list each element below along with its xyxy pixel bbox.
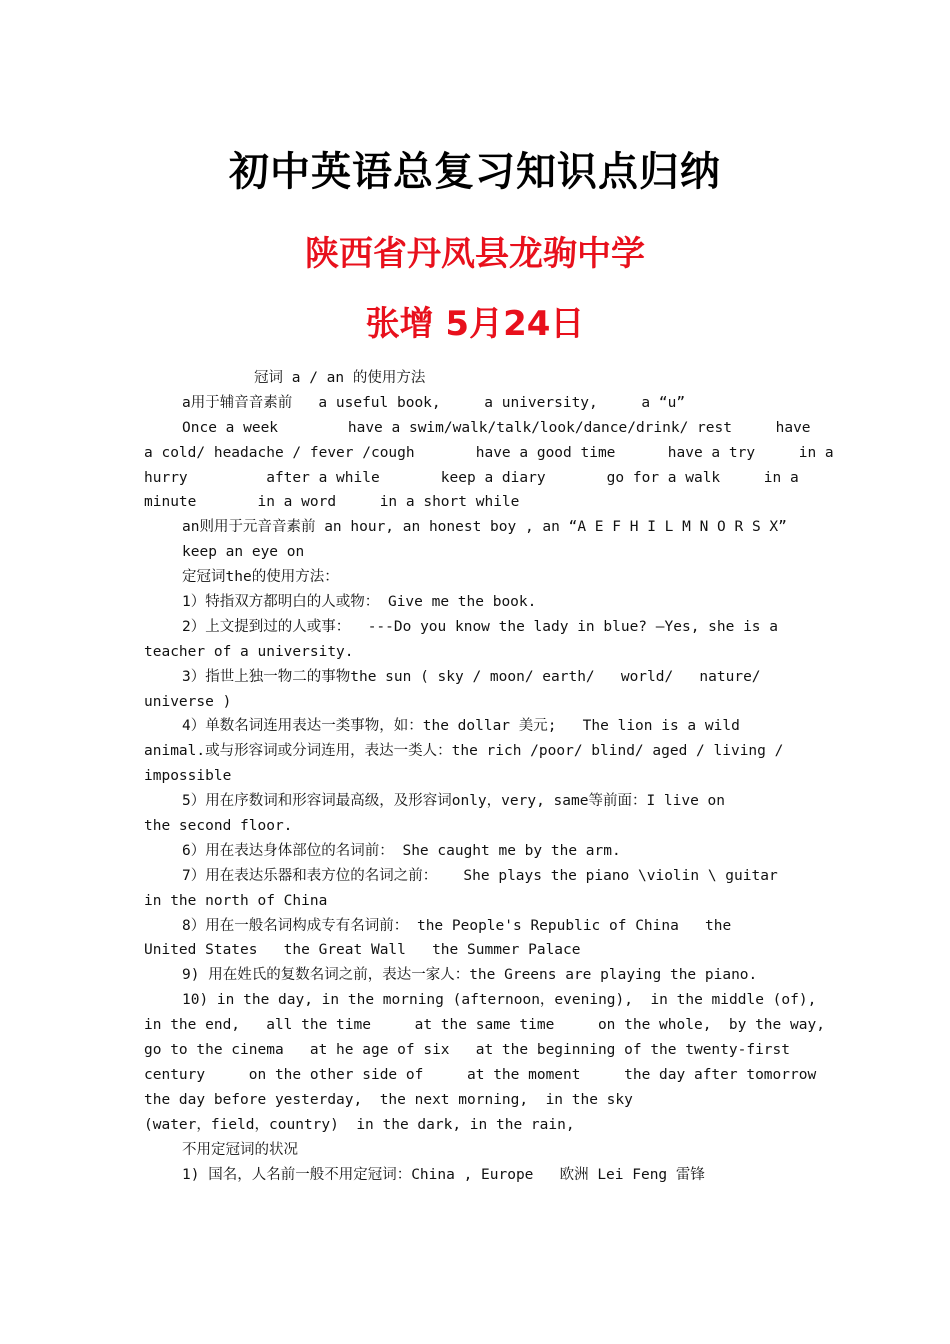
text-line: 8）用在一般名词构成专有名词前： the People's Republic of China the xyxy=(182,917,732,934)
text-line: in the north of China xyxy=(144,892,328,909)
text-line: (water，field，country) in the dark, in the rain, xyxy=(144,1116,575,1133)
text-line: 9) 用在姓氏的复数名词之前，表达一家人：the Greens are playing the piano. xyxy=(182,967,758,984)
school-name: 陕西省丹凤县龙驹中学 xyxy=(305,234,645,274)
text-line: 5）用在序数词和形容词最高级，及形容词only，very, same等前面：I live on xyxy=(182,793,726,810)
text-line: universe ) xyxy=(144,693,232,710)
text-line: Once a week have a swim/walk/talk/look/dance/drink/ rest have xyxy=(182,419,811,436)
section-heading: 不用定冠词的状况 xyxy=(182,1141,298,1158)
text-line: go to the cinema at he age of six at the beginning of the twenty-first xyxy=(144,1042,791,1059)
text-line: impossible xyxy=(144,768,232,785)
text-line: in the end, all the time at the same time on the whole, by the way, xyxy=(144,1017,825,1034)
text-line: teacher of a university. xyxy=(144,643,354,660)
text-line: United States the Great Wall the Summer Palace xyxy=(144,942,581,959)
text-line: the second floor. xyxy=(144,818,293,835)
text-line: an则用于元音音素前 an hour, an honest boy , an “A E F H I L M N O R S X” xyxy=(182,519,787,536)
section-heading: 冠词 a / an 的使用方法 xyxy=(254,370,426,386)
section-heading: 定冠词the的使用方法： xyxy=(182,569,339,586)
author-date: 张增 5月24日 xyxy=(365,304,585,344)
text-line: 10) in the day, in the morning (afternoon，evening), in the middle (of), xyxy=(182,992,817,1009)
text-line: 6）用在表达身体部位的名词前： She caught me by the arm. xyxy=(182,842,621,859)
text-line: hurry after a while keep a diary go for a walk in a xyxy=(144,469,799,486)
document-body xyxy=(144,366,834,1187)
text-line: minute in a word in a short while xyxy=(144,494,520,511)
text-line: 1) 国名，人名前一般不用定冠词：China , Europe 欧洲 Lei Feng 雷锋 xyxy=(182,1166,705,1183)
text-line: the day before yesterday, the next morning, in the sky xyxy=(144,1091,633,1108)
text-line: animal.或与形容词或分词连用，表达一类人：the rich /poor/ blind/ aged / living / xyxy=(144,743,784,760)
text-line: 4）单数名词连用表达一类事物，如：the dollar 美元; The lion is a wild xyxy=(182,718,740,735)
document-title: 初中英语总复习知识点归纳 xyxy=(229,149,721,195)
text-line: a用于辅音音素前 a useful book, a university, a “u” xyxy=(182,394,686,411)
text-line: 7）用在表达乐器和表方位的名词之前： She plays the piano \violin \ guitar xyxy=(182,867,778,884)
text-line: 1）特指双方都明白的人或物： Give me the book. xyxy=(182,594,537,611)
text-line: keep an eye on xyxy=(182,544,305,561)
text-line: 3）指世上独一物二的事物the sun ( sky / moon/ earth/ world/ nature/ xyxy=(182,668,761,685)
text-line: century on the other side of at the moment the day after tomorrow xyxy=(144,1066,817,1083)
text-line: 2）上文提到过的人或事： ---Do you know the lady in blue? –Yes, she is a xyxy=(182,618,778,635)
text-line: a cold/ headache / fever /cough have a good time have a try in a xyxy=(144,444,834,461)
